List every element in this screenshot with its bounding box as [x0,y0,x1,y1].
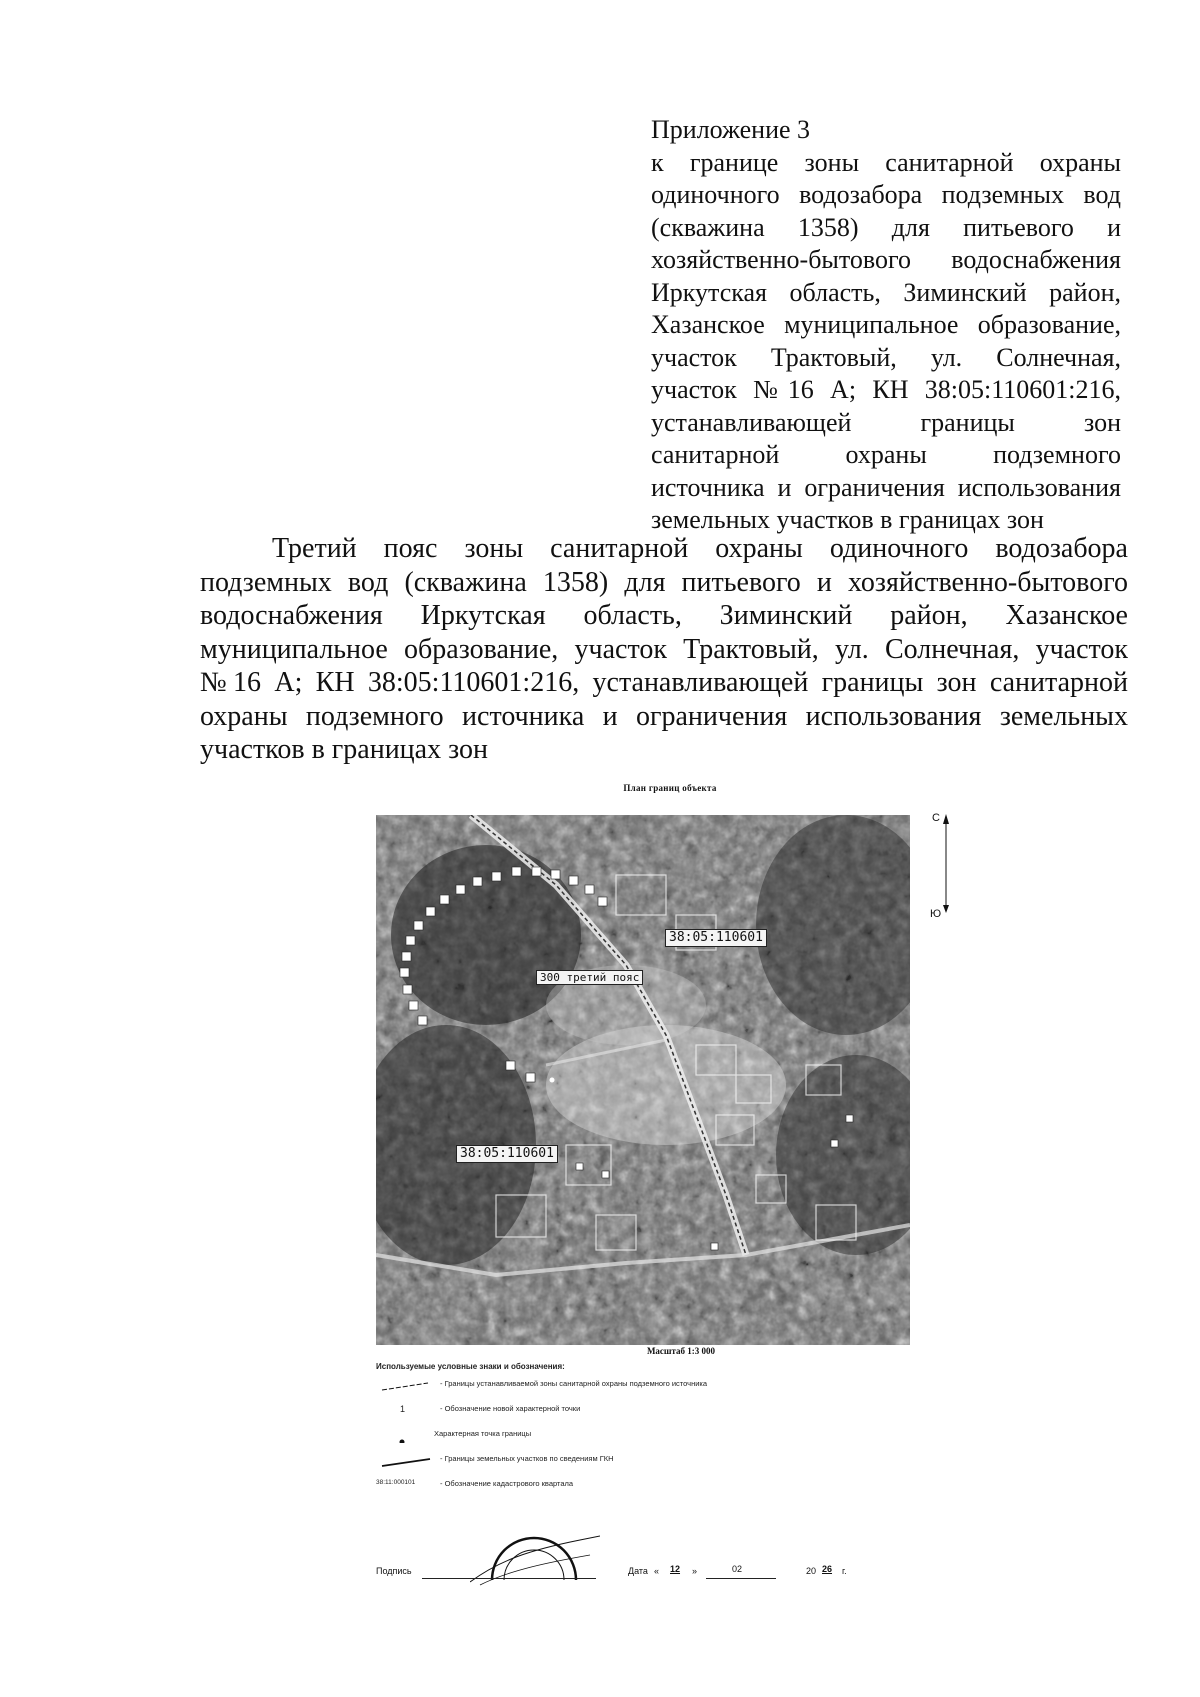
appendix-body: к границе зоны санитарной охраны одиночного водозабора подземных вод (скважина 1358) для питьевого и хозяйственно-бытового водоснабжения Иркутская область, Зиминский район, Хазанское муниципальное образование, участок Трактовый, ул. Солнечная, участок №16 А; КН 38:05:110601:216, устанавливающей границы зон санитарной охраны подземного источника и ограничения использования земельных участков в границах зон [651,147,1121,534]
main-paragraph-text: Третий пояс зоны санитарной охраны одиночного водозабора подземных вод (скважина 1358) для питьевого и хозяйственно-бытового водоснабжения Иркутская область, Зиминский район, Хазанское муниципальное образование, участок Трактовый, ул. Солнечная, участок №16 А; КН 38:05:110601:216, устанавливающей границы зон санитарной охраны подземного источника и ограничения использования земельных участков в границах зон [200,533,1128,765]
date-month-line [706,1578,776,1579]
legend-item-text: - Обозначение кадастрового квартала [440,1479,574,1488]
date-label: Дата [628,1566,648,1576]
signature-line [422,1578,596,1579]
signature-block [376,1540,876,1584]
new-point-symbol: 1 [400,1404,406,1414]
quarter-label-1: 38:05:110601 [665,929,767,947]
legend-row-characteristic-point [376,1425,916,1450]
date-year-prefix: 20 [806,1566,817,1576]
map-scale: Масштаб 1:3 000 [646,1346,716,1356]
legend-item-text: - Границы земельных участков по сведениям ГКН [440,1454,614,1463]
compass-south-label: Ю [930,908,942,920]
date-month: 02 [732,1564,743,1574]
legend-item-text: Характерная точка границы [434,1429,532,1438]
aerial-map-image [376,815,910,1345]
legend-row-new-point [376,1400,916,1425]
appendix-title: Приложение 3 [651,115,811,144]
belt-label: 300 третий пояс [536,970,643,985]
appendix-header [651,114,1121,537]
main-paragraph [200,532,1128,767]
legend-row-land-boundary [376,1450,916,1475]
quarter-label-2: 38:05:110601 [456,1145,558,1163]
legend-row-zone-boundary [376,1375,916,1400]
plan-title: План границ объекта [623,783,717,793]
zone-boundary-line-icon [376,1379,436,1393]
date-quote-close: » [692,1566,698,1576]
signature-label: Подпись [376,1566,412,1576]
quarter-code-symbol: 38:11:000101 [376,1479,416,1486]
aerial-map [376,815,910,1345]
characteristic-point-icon [376,1429,436,1443]
legend-row-quarter [376,1475,916,1500]
legend-heading: Используемые условные знаки и обозначения: [376,1362,565,1371]
date-day: 12 [670,1564,681,1574]
date-year-unit: г. [842,1566,847,1576]
map-legend [376,1362,916,1500]
land-boundary-line-icon [376,1454,436,1468]
date-quote-open: « [654,1566,660,1576]
compass [930,812,960,927]
legend-item-text: - Обозначение новой характерной точки [440,1404,581,1413]
legend-item-text: - Границы устанавливаемой зоны санитарной охраны подземного источника [440,1379,708,1388]
compass-north-label: С [932,812,940,824]
date-year-suffix: 26 [822,1564,833,1574]
